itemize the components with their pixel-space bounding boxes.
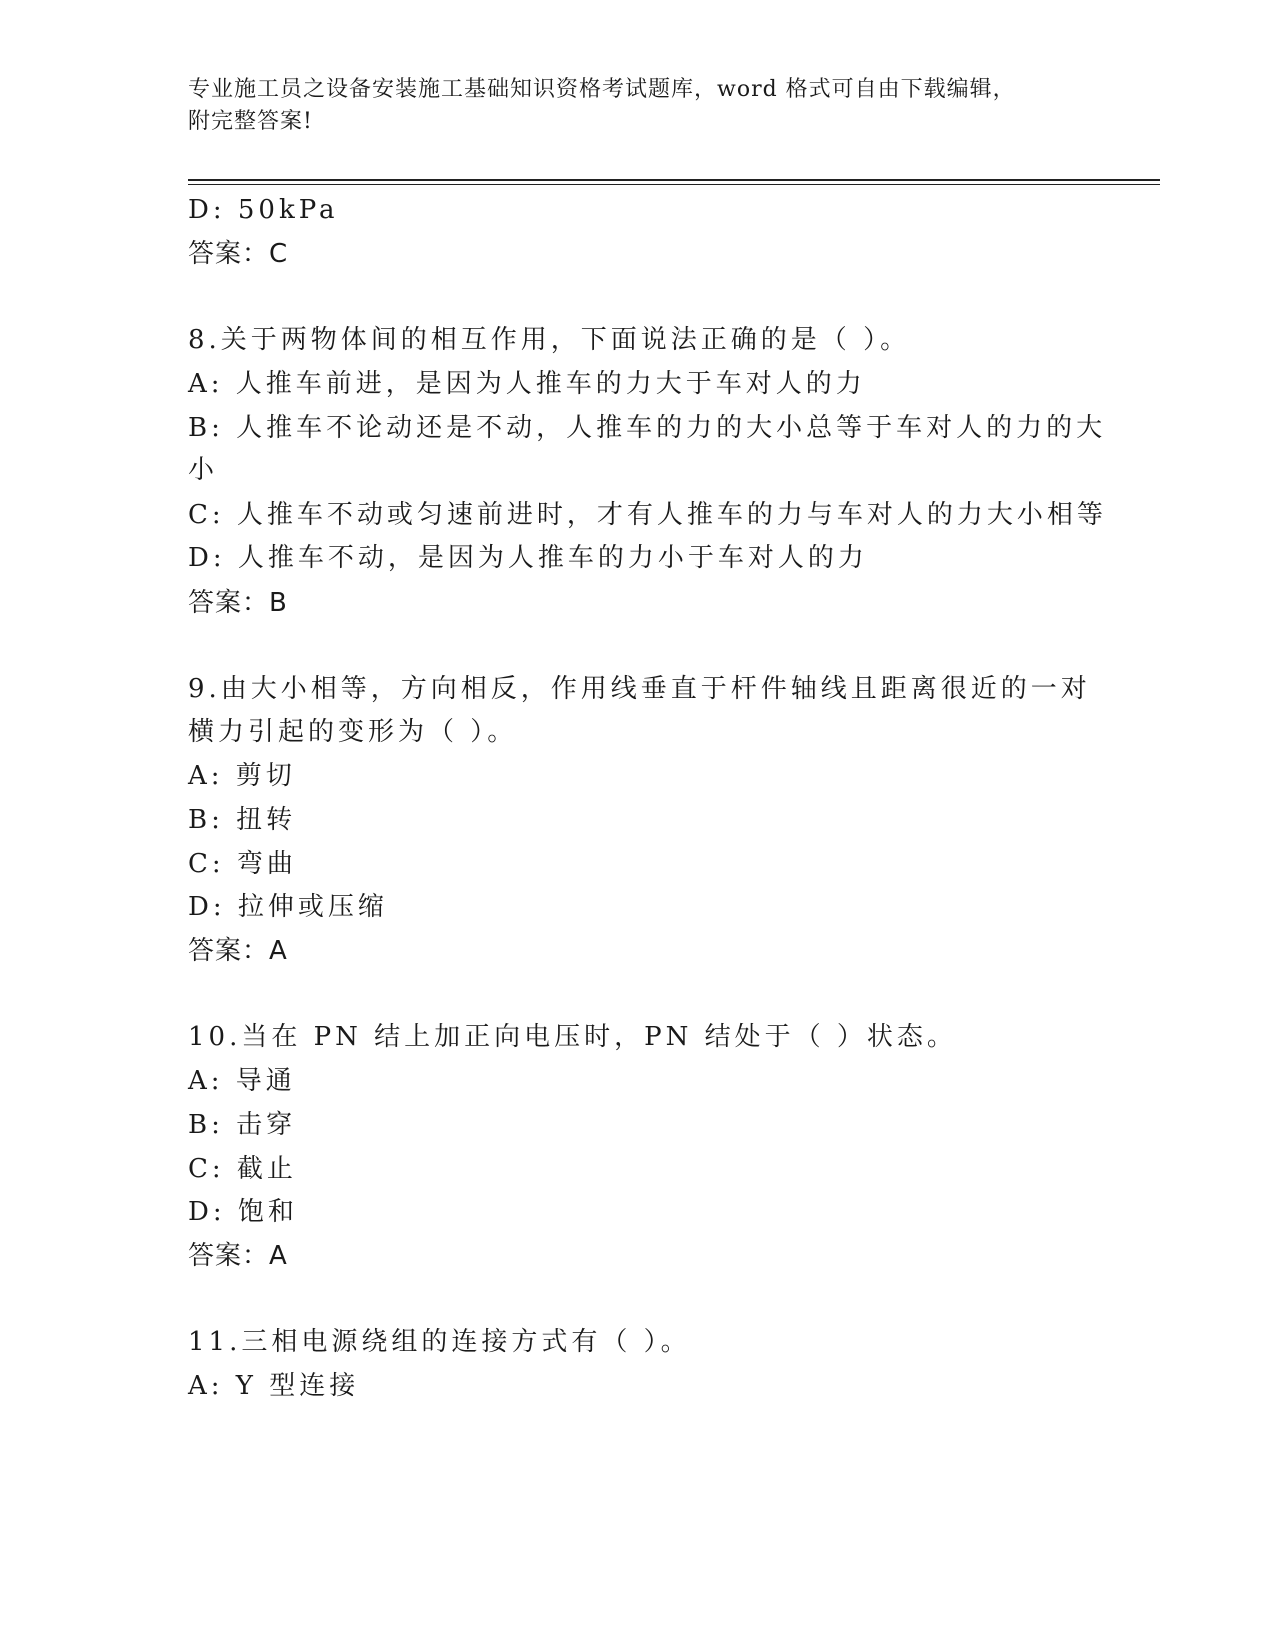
option-d: D: 饱和 [188, 1197, 298, 1227]
document-header [188, 74, 1088, 138]
option-b: B: 扭转 [188, 805, 297, 835]
header-line-2: 附完整答案! [188, 109, 313, 134]
header-divider-thick [188, 179, 1160, 181]
header-line-1: 专业施工员之设备安装施工基础知识资格考试题库，word 格式可自由下载编辑， [188, 77, 1016, 102]
question-10: 10.当在 PN 结上加正向电压时，PN 结处于（ ）状态。 [188, 1022, 957, 1052]
question-11: 11.三相电源绕组的连接方式有（ ）。 [188, 1327, 691, 1357]
answer-line: 答案：A [188, 936, 288, 966]
option-d: D: 拉伸或压缩 [188, 892, 388, 922]
option-a: A: 导通 [188, 1066, 296, 1096]
question-9-continued: 横力引起的变形为（ ）。 [188, 717, 518, 747]
option-b: B: 人推车不论动还是不动，人推车的力的大小总等于车对人的力的大 [188, 413, 1107, 443]
option-a: A: 人推车前进，是因为人推车的力大于车对人的力 [188, 369, 866, 399]
option-b: B: 击穿 [188, 1110, 297, 1140]
option-c: C: 人推车不动或匀速前进时，才有人推车的力与车对人的力大小相等 [188, 500, 1107, 530]
answer-line: 答案：A [188, 1241, 288, 1271]
option-c: C: 弯曲 [188, 849, 297, 879]
answer-line: 答案：B [188, 588, 288, 618]
option-a: A: Y 型连接 [188, 1371, 360, 1401]
option-d: D: 50kPa [188, 195, 339, 225]
answer-line: 答案：C [188, 239, 289, 269]
option-c: C: 截止 [188, 1154, 297, 1184]
option-b-continued: 小 [188, 455, 219, 485]
question-8: 8.关于两物体间的相互作用，下面说法正确的是（ ）。 [188, 325, 911, 355]
option-a: A: 剪切 [188, 761, 296, 791]
question-9: 9.由大小相等，方向相反，作用线垂直于杆件轴线且距离很近的一对 [188, 674, 1091, 704]
header-divider-thin [188, 184, 1160, 185]
option-d: D: 人推车不动，是因为人推车的力小于车对人的力 [188, 543, 868, 573]
